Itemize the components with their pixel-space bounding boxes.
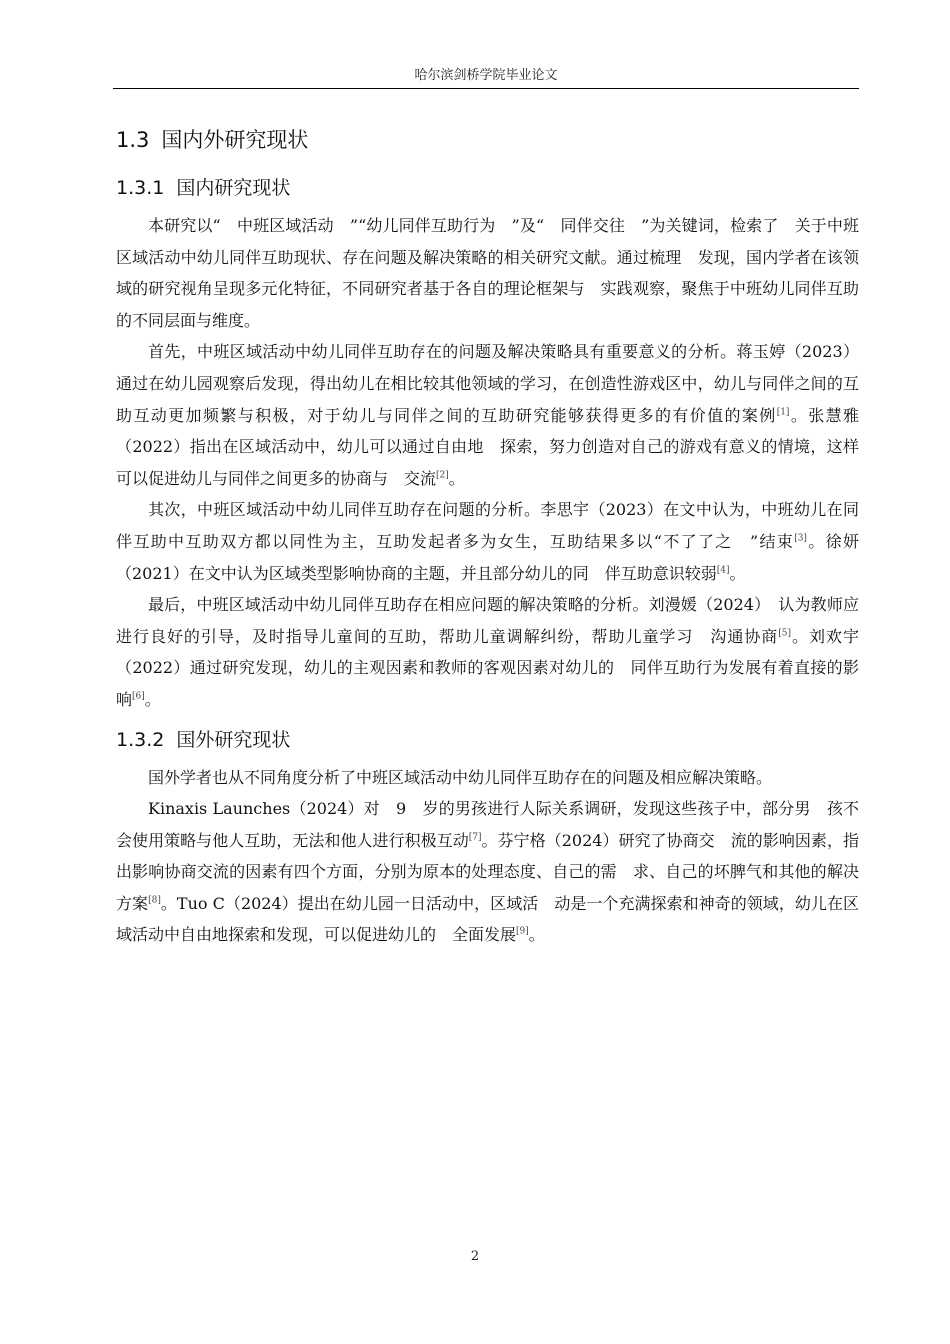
page-number: 2 [470,1249,480,1264]
header-divider [113,88,859,89]
paragraph-foreign-studies [116,793,859,951]
citation-1: [1] [776,407,790,418]
paragraph-text: 。芬宁格（2024）研究了协商交 流的影响因素，指出影响协商交流的因素有四个方面，分别为原本的处理态度、自己的需 求、自己的坏脾气和其他的解决方案 [116,830,859,913]
section-number: 1.3.2 [116,728,165,751]
paragraph-text: Kinaxis Launches（2024）对 9 岁的男孩进行人际关系调研，发现这些孩子中，部分男 孩不会使用策略与他人互助，无法和他人进行积极互动 [116,799,859,850]
paragraph-text: 其次，中班区域活动中幼儿同伴互助存在问题的分析。李思宇（2023）在文中认为，中班幼儿在同伴互助中互助双方都以同性为主，互助发起者多为女生，互助结果多以“不了了之 ”结束 [116,500,859,551]
section-number: 1.3.1 [116,177,165,199]
paragraph-text: 。 [448,468,465,488]
section-heading-1-3 [116,120,859,168]
paragraph-foreign-intro: 国外学者也从不同角度分析了中班区域活动中幼儿同伴互助存在的问题及相应解决策略。 [148,767,773,787]
paragraph-text: 。 [528,925,545,945]
citation-2: [2] [436,470,449,481]
paragraph-text: 首先，中班区域活动中幼儿同伴互助存在的问题及解决策略具有重要意义的分析。蒋玉婷（2023）通过在幼儿园观察后发现，得出幼儿在相比较其他领域的学习，在创造性游戏区中，幼儿与同伴之间的互助互动更加频繁与积极，对于幼儿与同伴之间的互助研究能够获得更多的有价值的案例 [116,342,859,425]
paragraph-text: 。徐妍（2021）在文中认为区域类型影响协商的主题，并且部分幼儿的同 伴互助意识较弱 [116,531,859,583]
section-title: 国外研究现状 [176,728,291,751]
paragraph-third [116,589,859,715]
paragraph-second [116,494,859,589]
document-body [116,120,859,951]
paragraph-text: 。Tuo C（2024）提出在幼儿园一日活动中，区域活 动是一个充满探索和神奇的领域，幼儿在区域活动中自由地探索和发现，可以促进幼儿的 全面发展 [116,893,859,945]
citation-9: [9] [516,927,529,938]
paragraph-text: 。刘欢宇（2022）通过研究发现，幼儿的主观因素和教师的客观因素对幼儿的 同伴互助行为发展有着直接的影响 [116,626,859,709]
section-heading-1-3-2 [116,720,859,762]
citation-8: [8] [148,895,161,906]
citation-4: [4] [716,565,730,576]
citation-6: [6] [132,691,145,702]
section-title: 国内外研究现状 [161,128,309,152]
paragraph-text: 。张慧雅（2022）指出在区域活动中，幼儿可以通过自由地 探索，努力创造对自己的游戏有意义的情境，这样可以促进幼儿与同伴之间更多的协商与 交流 [116,405,859,488]
page-header: 哈尔滨剑桥学院毕业论文 [414,68,558,83]
section-title: 国内研究现状 [176,177,291,199]
section-number: 1.3 [116,128,150,152]
citation-7: [7] [468,832,482,843]
paragraph-text: 。 [144,689,161,709]
citation-3: [3] [794,533,807,544]
citation-5: [5] [778,628,792,639]
paragraph-intro: 本研究以“ 中班区域活动 ”“幼儿同伴互助行为 ”及“ 同伴交往 ”为关键词，检索了 关于中班区域活动中幼儿同伴互助现状、存在问题及解决策略的相关研究文献。通过梳理 发现，国内学者在该领域的研究视角呈现多元化特征，不同研究者基于各自的理论框架与 实践观察，聚焦于中班幼儿同伴互助的不同层面与维度。 [116,216,859,330]
paragraph-first [116,336,859,494]
paragraph-text: 最后，中班区域活动中幼儿同伴互助存在相应问题的解决策略的分析。刘漫媛（2024） 认为教师应进行良好的引导，及时指导儿童间的互助，帮助儿童调解纠纷，帮助儿童学习 沟通协商 [116,595,859,646]
section-heading-1-3-1 [116,168,859,210]
paragraph-text: 。 [729,563,746,583]
